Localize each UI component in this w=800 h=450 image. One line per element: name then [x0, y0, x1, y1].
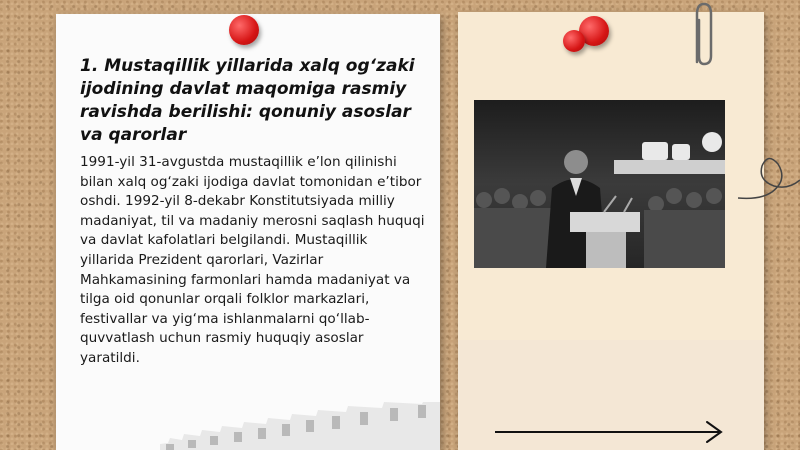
historical-photo [474, 100, 725, 268]
torn-edge-decoration [160, 402, 440, 450]
note-title: 1. Mustaqillik yillarida xalq og‘zaki ijodining davlat maqomiga rasmiy ravishda berilishi: qonuniy asoslar va qarorlar [80, 56, 415, 145]
note-body: 1991-yil 31-avgustda mustaqillik e’lon qilinishi bilan xalq og‘zaki ijodiga davlat tomonidan e’tibor oshdi. 1992-yil 8-dekabr Konstitutsiyada milliy madaniyat, til va madaniy merosni saqlash huquqi va davlat kafolatlari belgilandi. Mustaqillik yillarida Prezident qarorlari, Vazirlar Mahkamasining farmonlari hamda madaniyat va tilga oid qonunlar orqali folklor markazlari, festivallar va yig‘ma ishlanmalarni qo‘llab-quvvatlash uchun rasmiy huquqiy asoslar yaratildi. [80, 154, 425, 366]
paper-clip-icon [687, 0, 717, 70]
spiral-doodle-icon [738, 150, 800, 210]
arrow-right-icon [493, 420, 725, 444]
push-pin-icon [229, 15, 259, 45]
push-pin-icon [563, 30, 585, 52]
